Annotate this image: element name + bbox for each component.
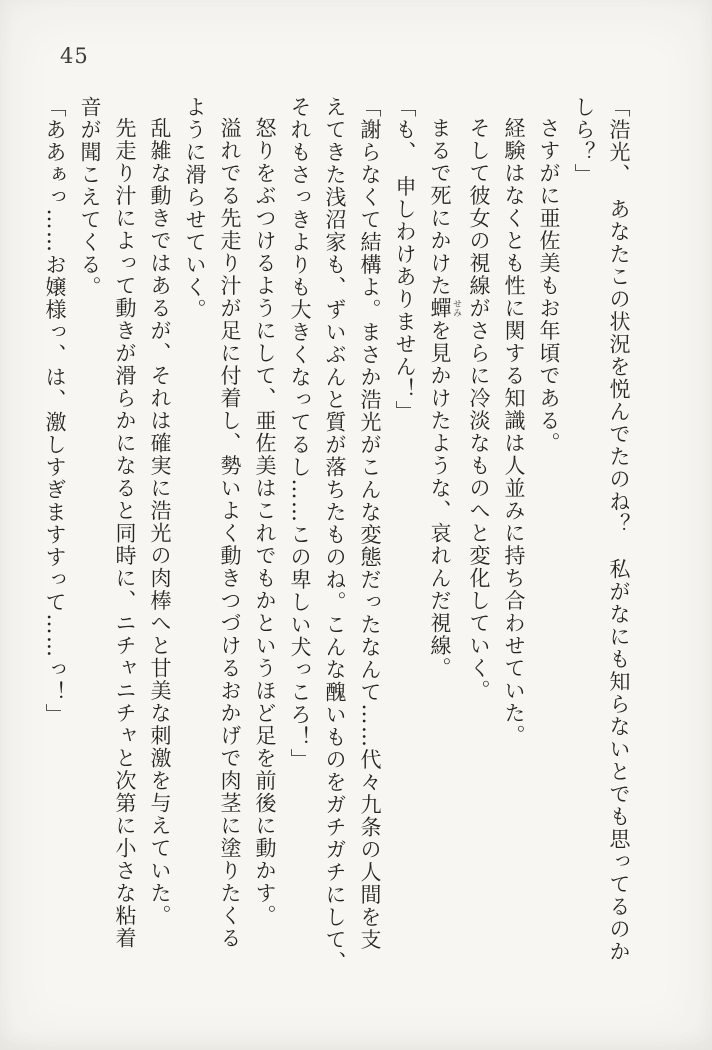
text-column-7: 「も、 申しわけありません！」 (393, 96, 417, 423)
text-column-8: 「謝らなくて結構よ。まさか浩光がこんな変態だったなんて……代々九条の人間を支 (358, 96, 382, 951)
text-column-5: そして彼女の視線がさらに冷淡なものへと変化していく。 (467, 117, 491, 702)
text-column-9: えてきた浅沼家も、ずいぶんと質が落ちたものね。こんな醜いものをガチガチにして、 (323, 96, 347, 974)
text-column-10: それもさっきよりも大きくなってるし……この卑しい犬っころ！」 (288, 96, 312, 771)
text-column-15: 先走り汁によって動きが滑らかになると同時に、ニチャニチャと次第に小さな粘着 (113, 117, 137, 950)
text-column-16: 音が聞こえてくる。 (78, 96, 102, 299)
ruby-post-text: を見かけたような、哀れんだ視線。 (428, 319, 452, 680)
text-column-6 (422, 96, 461, 1001)
ruby-furigana: せみ (451, 297, 461, 320)
text-column-17: 「ああぁっ……お嬢様っ、は、激しすぎますすって……っ！」 (43, 96, 67, 726)
text-column-3: さすがに亜佐美もお年頃である。 (537, 117, 561, 455)
page-number: 45 (60, 44, 89, 68)
text-column-2: しら？」 (572, 96, 596, 186)
text-column-1: 「浩光、 あなたこの状況を悦んでたのね？ 私がなにも知らないとでも思ってるのか (607, 96, 631, 963)
vertical-text-block (37, 96, 636, 1001)
ruby-base-char: 蟬 (428, 297, 452, 320)
ruby-pre-text: まるで死にかけた (428, 117, 452, 297)
semi-ruby (428, 297, 461, 320)
text-column-4: 経験はなくとも性に関する知識は人並みに持ち合わせていた。 (502, 117, 526, 747)
text-column-14: 乱雑な動きではあるが、それは確実に浩光の肉棒へと甘美な刺激を与えていた。 (148, 117, 172, 927)
text-column-13: ように滑らせていく。 (183, 96, 207, 321)
text-column-12: 溢れでる先走り汁が足に付着し、勢いよく動きつづけるおかげで肉茎に塗りたくる (218, 117, 242, 950)
text-column-11: 怒りをぶつけるようにして、亜佐美はこれでもかというほど足を前後に動かす。 (253, 117, 277, 927)
